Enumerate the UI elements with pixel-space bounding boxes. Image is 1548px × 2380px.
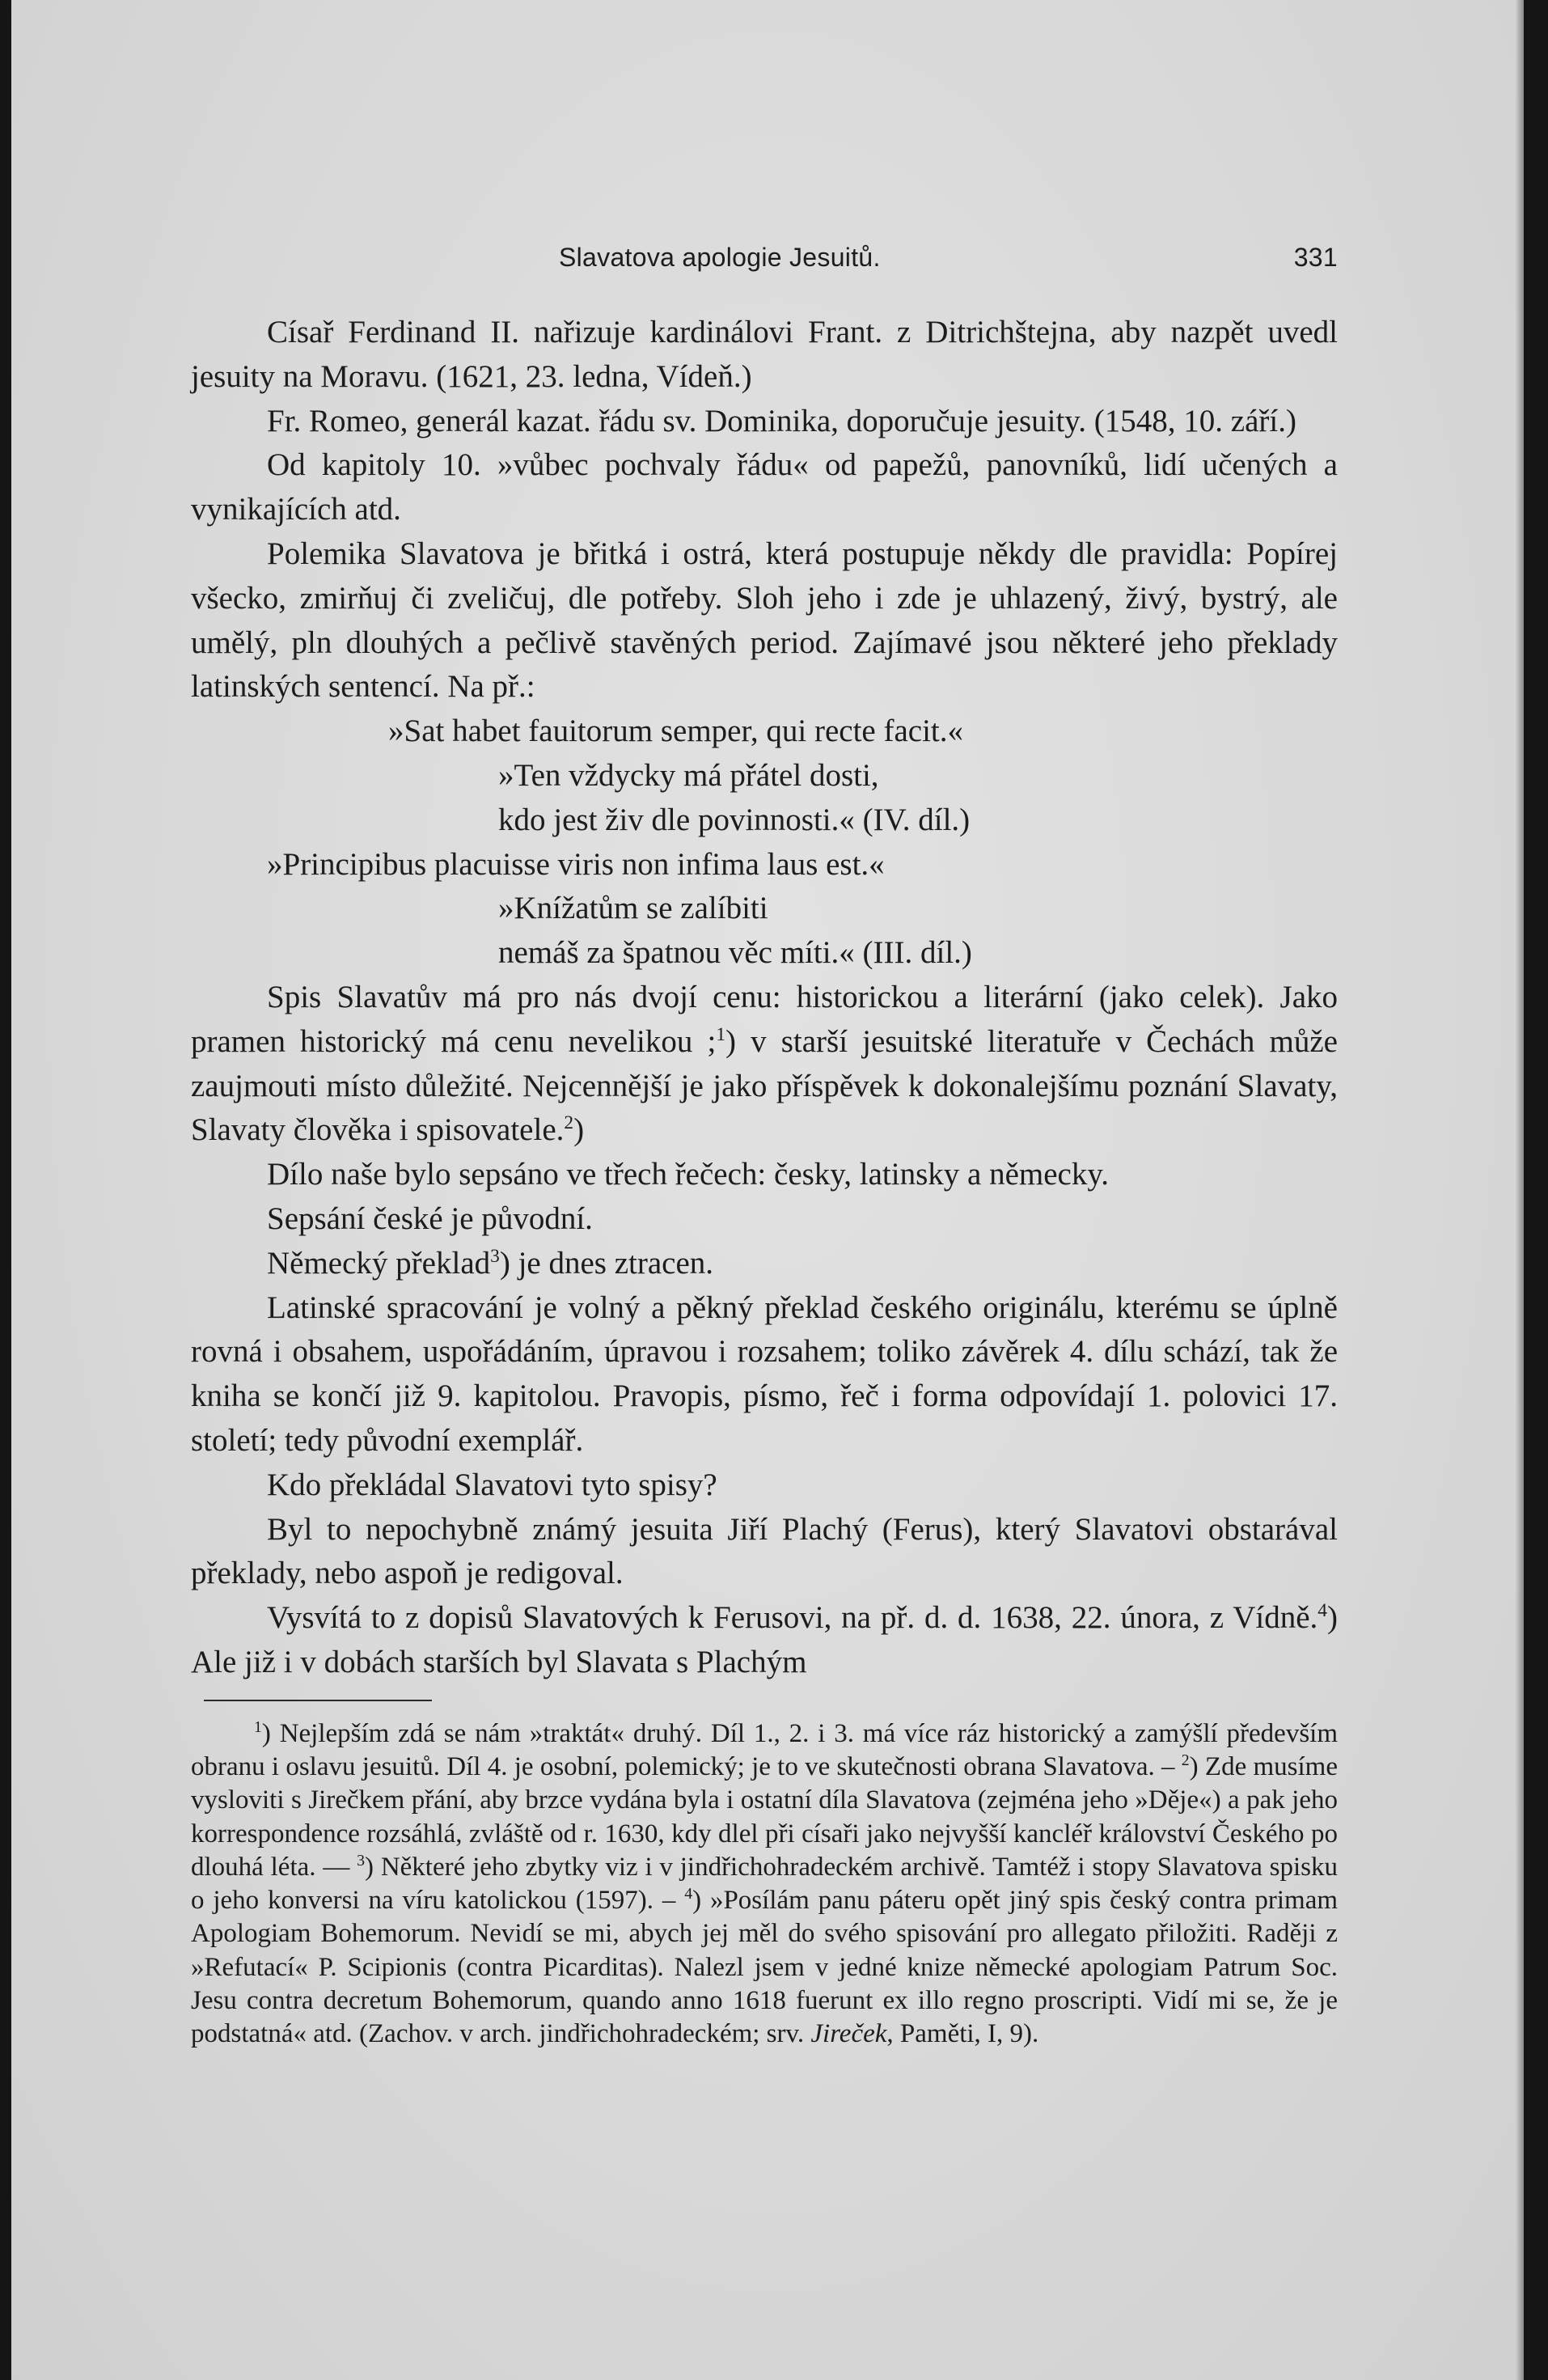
footnote-ref: 1 (716, 1023, 726, 1045)
text-run: Německý překlad (267, 1245, 491, 1281)
footnote-mark: 1 (254, 1717, 262, 1736)
paragraph: Od kapitoly 10. »vůbec pochvaly řádu« od papežů, panovníků, lidí učených a vynikajících atd. (191, 447, 1338, 527)
paragraph: Byl to nepochybně známý jesuita Jiří Plachý (Ferus), který Slavatovi obstarával překlady, nebo aspoň je redigoval. (191, 1511, 1338, 1591)
paragraph: Kdo překládal Slavatovi tyto spisy? (267, 1467, 717, 1502)
quoted-sentences (191, 709, 1338, 976)
footnote-ref: 3 (490, 1245, 500, 1267)
text-run: ) Nejlepším zdá se nám »traktát« druhý. Díl 1., 2. i 3. má více ráz historický a zamýšlí především obranu i oslavu jesuitů. Díl 4. je osobní, polemický; je to ve skutečnosti obrana Slavatova. – (191, 1718, 1338, 1781)
text-run: , Paměti, I, 9). (886, 2019, 1039, 2049)
text-run: ) Ale již i v dobách starších byl Slavata s Plachým (191, 1600, 1338, 1679)
czech-translation-line: »Ten vždycky má přátel dosti, (498, 757, 879, 793)
paragraph (191, 1596, 1338, 1685)
czech-translation-line: nemáš za špatnou věc míti.« (III. díl.) (498, 935, 972, 971)
text-run: ) »Posílám panu páteru opět jiný spis český contra primam Apologiam Bohemorum. Nevidí se mi, abych jej měl do svého spisování pro allegato přiložiti. Raději z »Refutací« P. Scipionis (contra Picarditas). Nalezl jsem v jedné knize německé apologiam Patrum Soc. Jesu contra decretum Bohemorum, quando anno 1618 fuerunt ex illo regno proscripti. Vidí mi se, že je podstatná« atd. (Zachov. v arch. jindřichohradeckém; srv. (191, 1886, 1339, 2049)
text-run: Vysvítá to z dopisů Slavatových k Ferusovi, na př. d. d. 1638, 22. února, z Vídně. (267, 1600, 1318, 1636)
scan-right-shadow (1516, 0, 1524, 2380)
paragraph (191, 1242, 1338, 1286)
text-run: ) Některé jeho zbytky viz i v jindřichohradeckém archivě. Tamtéž i stopy Slavatova spisku o jeho konversi na víru katolickou (1597). – (191, 1852, 1339, 1916)
paragraph (191, 976, 1338, 1153)
footnote-mark: 3 (357, 1851, 366, 1870)
czech-translation-line: kdo jest živ dle povinnosti.« (IV. díl.) (498, 802, 971, 837)
scan-left-edge (0, 0, 11, 2380)
footnote-ref: 4 (1317, 1600, 1327, 1622)
main-text (191, 311, 1338, 1685)
book-page (191, 235, 1338, 2052)
text-run: ) (573, 1112, 585, 1148)
paragraph: Fr. Romeo, generál kazat. řádu sv. Dominika, doporučuje jesuity. (1548, 10. září.) (267, 403, 1296, 438)
running-head-title: Slavatova apologie Jesuitů. (559, 243, 881, 272)
footnotes (191, 1717, 1338, 2052)
paragraph: Polemika Slavatova je břitká i ostrá, která postupuje někdy dle pravidla: Popírej všecko, zmirňuj či zveličuj, dle potřeby. Sloh jeho i zde je uhlazený, živý, bystrý, ale umělý, pln dlouhých a pečlivě stavěných period. Zajímavé jsou některé jeho překlady latinských sentencí. Na př.: (191, 536, 1338, 705)
paragraph: Latinské spracování je volný a pěkný překlad českého originálu, kterému se úplně rovná i obsahem, uspořádáním, úpravou i rozsahem; toliko závěrek 4. dílu schází, tak že kniha se končí již 9. kapitolou. Pravopis, písmo, řeč i forma odpovídají 1. polovici 17. století; tedy původní exemplář. (191, 1290, 1338, 1458)
footnote-divider (204, 1700, 432, 1701)
footnote-ref: 2 (564, 1112, 574, 1134)
footnote-mark: 4 (684, 1885, 693, 1904)
text-run: ) Zde musíme vysloviti s Jirečkem přání, aby brzce vydána byla i ostatní díla Slavatova (zejména jeho »Děje«) a pak jeho korrespondence rozsáhlá, zvláště od r. 1630, kdy dlel při císaři jako nejvyšší kancléř království Českého po dlouhá léta. — (191, 1752, 1339, 1882)
footnote (191, 1717, 1338, 2052)
footnote-mark: 2 (1181, 1751, 1190, 1769)
text-run: ) v starší jesuitské literatuře v Čechách může zaujmouti místo důležité. Nejcennější je jako příspěvek k dokonalejšímu poznání Slavaty, Slavaty člověka i spisovatele. (191, 1023, 1338, 1148)
running-head (191, 235, 1338, 280)
scan-right-edge (1524, 0, 1548, 2380)
text-run: ) je dnes ztracen. (499, 1245, 714, 1281)
latin-quote: »Principibus placuisse viris non infima laus est.« (267, 846, 885, 882)
latin-quote: »Sat habet fauitorum semper, qui recte facit.« (388, 714, 964, 749)
text-run: Spis Slavatův má pro nás dvojí cenu: historickou a literární (jako celek). Jako pramen historický má cenu nevelikou ; (191, 979, 1338, 1059)
paragraph: Dílo naše bylo sepsáno ve třech řečech: česky, latinsky a německy. (267, 1157, 1110, 1192)
paragraph: Sepsání české je původní. (267, 1201, 593, 1236)
paragraph: Císař Ferdinand II. nařizuje kardinálovi Frant. z Ditrichštejna, aby nazpět uvedl jesuity na Moravu. (1621, 23. ledna, Vídeň.) (191, 315, 1338, 394)
editor-name: Jireček (810, 2019, 887, 2049)
czech-translation-line: »Knížatům se zalíbiti (498, 891, 768, 926)
page-number: 331 (1293, 243, 1338, 272)
